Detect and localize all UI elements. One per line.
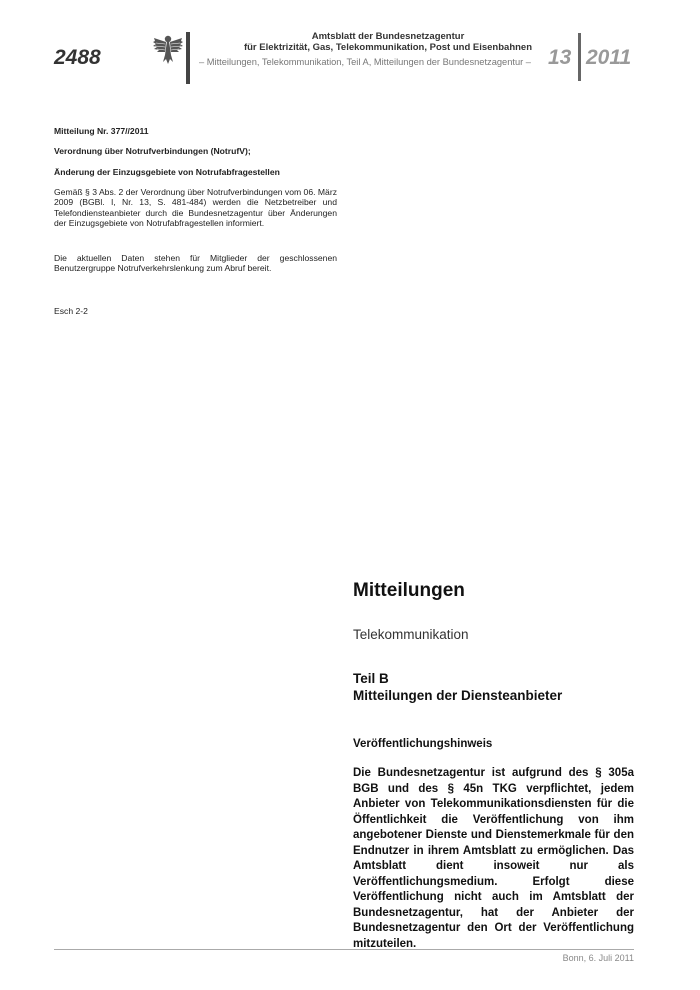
hint-title: Veröffentlichungshinweis — [353, 738, 493, 750]
part-heading — [353, 670, 634, 704]
part-heading-line2: Mitteilungen der Diensteanbieter — [353, 688, 563, 703]
footer-date: Bonn, 6. Juli 2011 — [562, 953, 634, 963]
publication-title — [198, 31, 578, 53]
section-heading: Mitteilungen — [353, 580, 465, 601]
federal-eagle-icon — [150, 31, 186, 67]
hint-body: Die Bundesnetzagentur ist aufgrund des § 305a BGB und des § 45n TKG verpflichtet, jedem Anbieter von Telekommunikationsdiensten für die Öffentlichkeit die Veröffentlichung von ihm angebotener Dienste und Dienstemerkmale für den Endnutzer in ihrem Amtsblatt zu ermöglichen. Das Amtsblatt dient insoweit nur als Veröffentlichungsmedium. Erfolgt diese Veröffentlichung nicht auch im Amtsblatt der Bundesnetzagentur, hat der Anbieter der Bundesnetzagentur den Ort der Veröffentlichung mitzuteilen. — [353, 767, 634, 950]
issue-year: 2011 — [586, 46, 632, 69]
header-divider-right — [578, 33, 581, 81]
article-paragraph-1: Gemäß § 3 Abs. 2 der Verordnung über Notrufverbindungen vom 06. März 2009 (BGBl. I, Nr. 13, S. 481-484) werden die Netzbetreiber und Telefondiensteanbieter durch die Bundesnetzagentur über Änderungen der Einzugsgebiete von Notrufabfragestellen informiert. — [54, 187, 337, 229]
article-reference: Esch 2-2 — [54, 306, 88, 316]
regulation-title: Verordnung über Notrufverbindungen (NotrufV); — [54, 146, 251, 156]
issue-number: 13 — [548, 46, 572, 69]
page-number: 2488 — [54, 46, 101, 69]
article-paragraph-2: Die aktuellen Daten stehen für Mitglieder der geschlossenen Benutzergruppe Notrufverkehrslenkung zum Abruf bereit. — [54, 253, 337, 274]
publication-subtitle: – Mitteilungen, Telekommunikation, Teil A, Mitteilungen der Bundesnetzagentur – — [199, 57, 531, 67]
change-title: Änderung der Einzugsgebiete von Notrufabfragestellen — [54, 167, 280, 177]
part-heading-line1: Teil B — [353, 671, 389, 686]
publication-title-line1: Amtsblatt der Bundesnetzagentur — [311, 31, 465, 42]
publication-title-line2: für Elektrizität, Gas, Telekommunikation, Post und Eisenbahnen — [243, 42, 533, 53]
footer-divider — [54, 949, 634, 950]
notice-number: Mitteilung Nr. 377//2011 — [54, 126, 149, 136]
section-subheading: Telekommunikation — [353, 627, 469, 642]
